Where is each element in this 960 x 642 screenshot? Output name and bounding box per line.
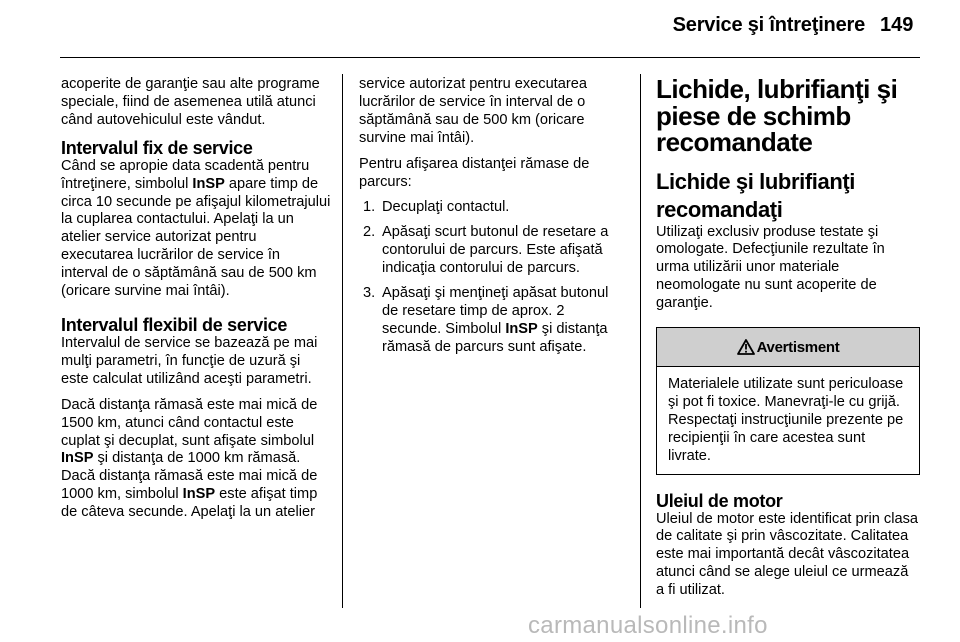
page-number: 149 [880, 14, 914, 36]
warning-text: Materialele utilizate sunt periculoase şi pot fi toxice. Manevraţi-le cu grijă. Respectaţi instrucţiunile prezente pe recipienţii în care acestea sunt livrate. [668, 376, 904, 464]
intro-paragraph: acoperite de garanţie sau alte programe speciale, fiind de asemenea utilă atunci când autovehiculul este vândut. [61, 76, 320, 128]
warning-box [656, 327, 920, 475]
insp-symbol: InSP [192, 175, 225, 192]
column-divider-1 [342, 74, 343, 608]
warning-triangle-icon [737, 339, 755, 355]
warning-title: Avertisment [756, 338, 840, 356]
steps-list [359, 199, 627, 356]
watermark-text: carmanualsonline.info [528, 612, 768, 639]
fluids-parts-heading: Lichide, lubrifianţi şi piese de schimb recomandate [656, 74, 898, 157]
header-divider [60, 57, 920, 58]
list-item: 2. Apăsaţi scurt butonul de resetare a contorului de parcurs. Este afişată indicaţia contorului de parcurs. [363, 224, 609, 277]
approved-products-paragraph: Utilizaţi exclusiv produse testate şi omologate. Defecţiunile rezultate în urma utilizării unor materiale neomologate nu sunt acoperite de garanţie. [656, 223, 885, 312]
display-distance-intro: Pentru afişarea distanţei rămase de parcurs: [359, 155, 590, 190]
column-1 [61, 76, 331, 530]
warning-body [657, 367, 919, 474]
continued-paragraph: service autorizat pentru executarea lucrărilor de service în interval de o săptămână sau de 500 km (oricare survine mai întâi). [359, 76, 587, 146]
section-title: Service şi întreţinere [672, 14, 865, 36]
fixed-service-heading: Intervalul fix de service [61, 137, 253, 158]
list-item: 3. Apăsaţi şi menţineţi apăsat butonul de resetare timp de aprox. 2 secunde. Simbolul InSP şi distanţa rămasă de parcurs sunt afişate. [363, 285, 609, 355]
insp-symbol: InSP [182, 486, 216, 503]
flexible-service-paragraph-2: Dacă distanţa rămasă este mai mică de 1500 km, atunci când contactul este cuplat şi decuplat, sunt afişate simbolul InSP şi distanţa de 1000 km rămasă. Dacă distanţa rămasă este mai mică de 1000 km, simbolul InSP este afişat timp de câteva secunde. Apelaţi la un atelier [61, 396, 318, 521]
column-divider-2 [640, 74, 641, 608]
flexible-service-heading: Intervalul flexibil de service [61, 314, 288, 335]
list-item: 1. Decuplaţi contactul. [363, 199, 510, 216]
column-2 [359, 76, 627, 364]
insp-symbol: InSP [61, 450, 94, 467]
fluids-lubricants-heading: Lichide şi lubrifianţi recomandaţi [656, 168, 855, 222]
insp-symbol: InSP [505, 320, 538, 337]
engine-oil-heading: Uleiul de motor [656, 490, 783, 511]
flexible-service-paragraph-1: Intervalul de service se bazează pe mai mulţi parametri, în funcţie de uzură şi este calculat utilizând aceşti parametri. [61, 334, 318, 387]
engine-oil-paragraph: Uleiul de motor este identificat prin clasa de calitate şi prin vâscozitate. Calitatea este mai importantă decât vâscozitatea atunci când se alege uleiul ce urmează a fi utilizat. [656, 510, 919, 599]
fixed-service-paragraph: Când se apropie data scadentă pentru întreţinere, simbolul InSP apare timp de circa 10 secunde pe afişajul kilometrajului la cuplarea contactului. Apelaţi la un atelier service autorizat pentru executarea lucrărilor de service în interval de o săptămână sau de 500 km (oricare survine mai întâi). [61, 157, 331, 300]
column-3 [656, 76, 920, 608]
warning-header [657, 328, 919, 367]
